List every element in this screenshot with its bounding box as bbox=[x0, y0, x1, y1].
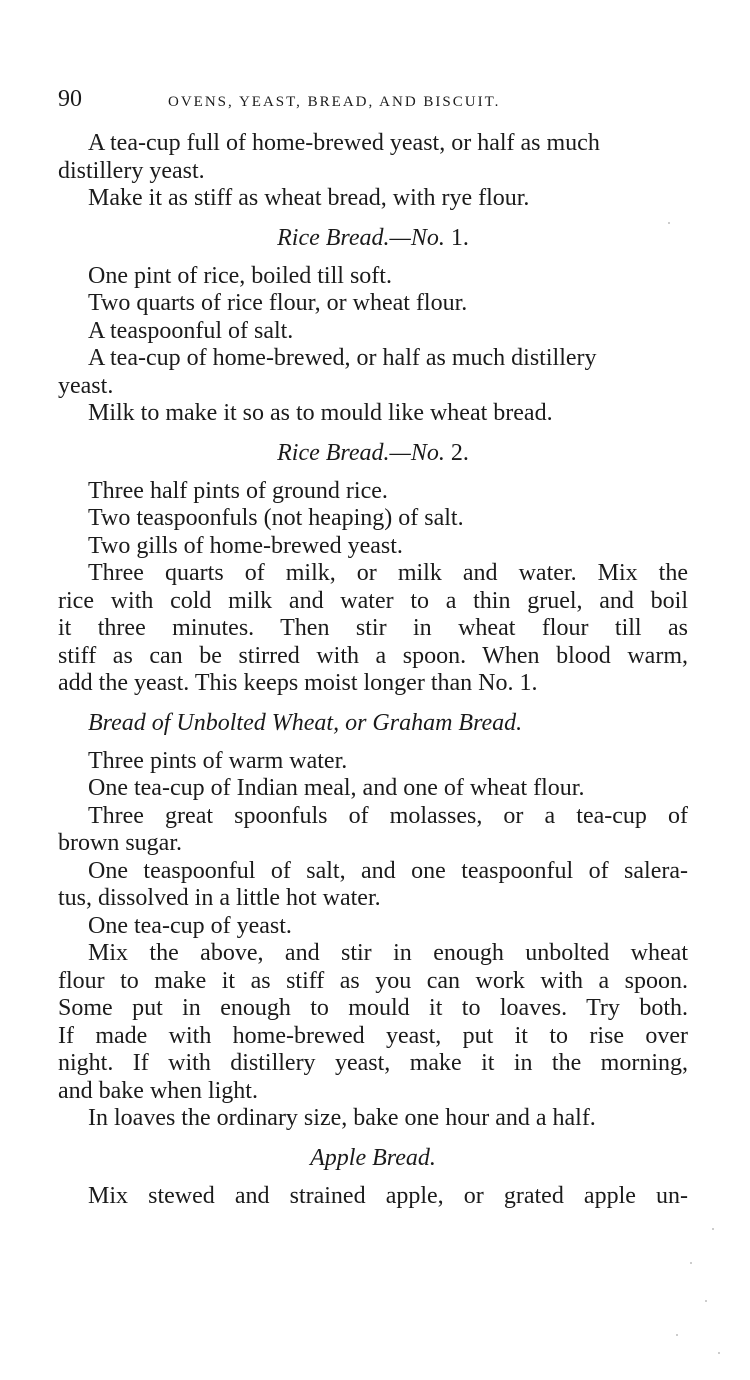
text-line: A teaspoonful of salt. bbox=[88, 317, 294, 344]
text-line: Milk to make it so as to mould like wheat bread. bbox=[88, 400, 553, 426]
heading-text: Rice Bread.—No. bbox=[277, 439, 445, 466]
heading-number: 2. bbox=[450, 439, 469, 466]
text-line: If made with home-brewed yeast, put it to rise over bbox=[58, 1022, 688, 1049]
heading-text: Apple Bread. bbox=[310, 1144, 436, 1171]
paper-speck bbox=[712, 1228, 714, 1230]
paper-speck bbox=[676, 1334, 678, 1336]
text-line: add the yeast. This keeps moist longer than No. 1. bbox=[58, 670, 538, 696]
text-line: it three minutes. Then stir in wheat flour till as bbox=[58, 615, 688, 641]
text-line: In loaves the ordinary size, bake one hour and a half. bbox=[88, 1105, 596, 1131]
running-title: OVENS, YEAST, BREAD, AND BISCUIT. bbox=[168, 94, 501, 110]
text-line: distillery yeast. bbox=[58, 157, 205, 184]
text-line: Two quarts of rice flour, or wheat flour. bbox=[88, 290, 468, 316]
text-line: Three great spoonfuls of molasses, or a tea-cup of bbox=[88, 802, 688, 829]
text-line: stiff as can be stirred with a spoon. When blood warm, bbox=[58, 642, 688, 669]
heading-text: Graham Bread. bbox=[372, 709, 523, 736]
section-heading-graham-bread bbox=[58, 708, 688, 738]
text-line: night. If with distillery yeast, make it in the morning, bbox=[58, 1050, 688, 1076]
running-head bbox=[58, 86, 688, 122]
text-line: One teaspoonful of salt, and one teaspoonful of salera- bbox=[88, 857, 688, 884]
text-line: Two teaspoonfuls (not heaping) of salt. bbox=[88, 505, 464, 531]
section-heading-rice-bread-2 bbox=[58, 438, 688, 468]
text-line: brown sugar. bbox=[58, 830, 182, 856]
section-heading-rice-bread-1 bbox=[58, 223, 688, 253]
text-line: yeast. bbox=[58, 372, 114, 399]
text-line: Three pints of warm water. bbox=[88, 747, 348, 774]
paper-speck bbox=[705, 1300, 707, 1302]
heading-text: or bbox=[345, 709, 367, 736]
paper-speck bbox=[668, 222, 670, 224]
text-line: rice with cold milk and water to a thin gruel, and boil bbox=[58, 587, 688, 614]
text-line: Some put in enough to mould it to loaves. Try both. bbox=[58, 995, 688, 1021]
heading-text: Bread of Unbolted Wheat, bbox=[88, 709, 340, 736]
page-number: 90 bbox=[58, 86, 82, 112]
paper-speck bbox=[690, 1262, 692, 1264]
text-line: One tea-cup of yeast. bbox=[88, 912, 292, 939]
text-line: A tea-cup full of home-brewed yeast, or half as much bbox=[88, 130, 600, 156]
text-line: A tea-cup of home-brewed, or half as much distillery bbox=[88, 345, 597, 371]
text-line: tus, dissolved in a little hot water. bbox=[58, 885, 381, 911]
text-line: Make it as stiff as wheat bread, with rye flour. bbox=[88, 185, 530, 211]
text-line: and bake when light. bbox=[58, 1077, 258, 1104]
paper-speck bbox=[718, 1352, 720, 1354]
text-line: One pint of rice, boiled till soft. bbox=[88, 262, 392, 289]
text-line: Three half pints of ground rice. bbox=[88, 477, 388, 504]
heading-number: 1. bbox=[450, 224, 469, 251]
text-line: Three quarts of milk, or milk and water. Mix the bbox=[88, 560, 688, 586]
text-line: flour to make it as stiff as you can work with a spoon. bbox=[58, 967, 688, 994]
text-line: Two gills of home-brewed yeast. bbox=[88, 532, 403, 559]
text-line: Mix the above, and stir in enough unbolted wheat bbox=[88, 940, 688, 966]
heading-text: Rice Bread.—No. bbox=[277, 224, 445, 251]
section-heading-apple-bread bbox=[58, 1143, 688, 1173]
text-line: One tea-cup of Indian meal, and one of wheat flour. bbox=[88, 775, 585, 801]
text-line: Mix stewed and strained apple, or grated apple un- bbox=[88, 1182, 688, 1209]
